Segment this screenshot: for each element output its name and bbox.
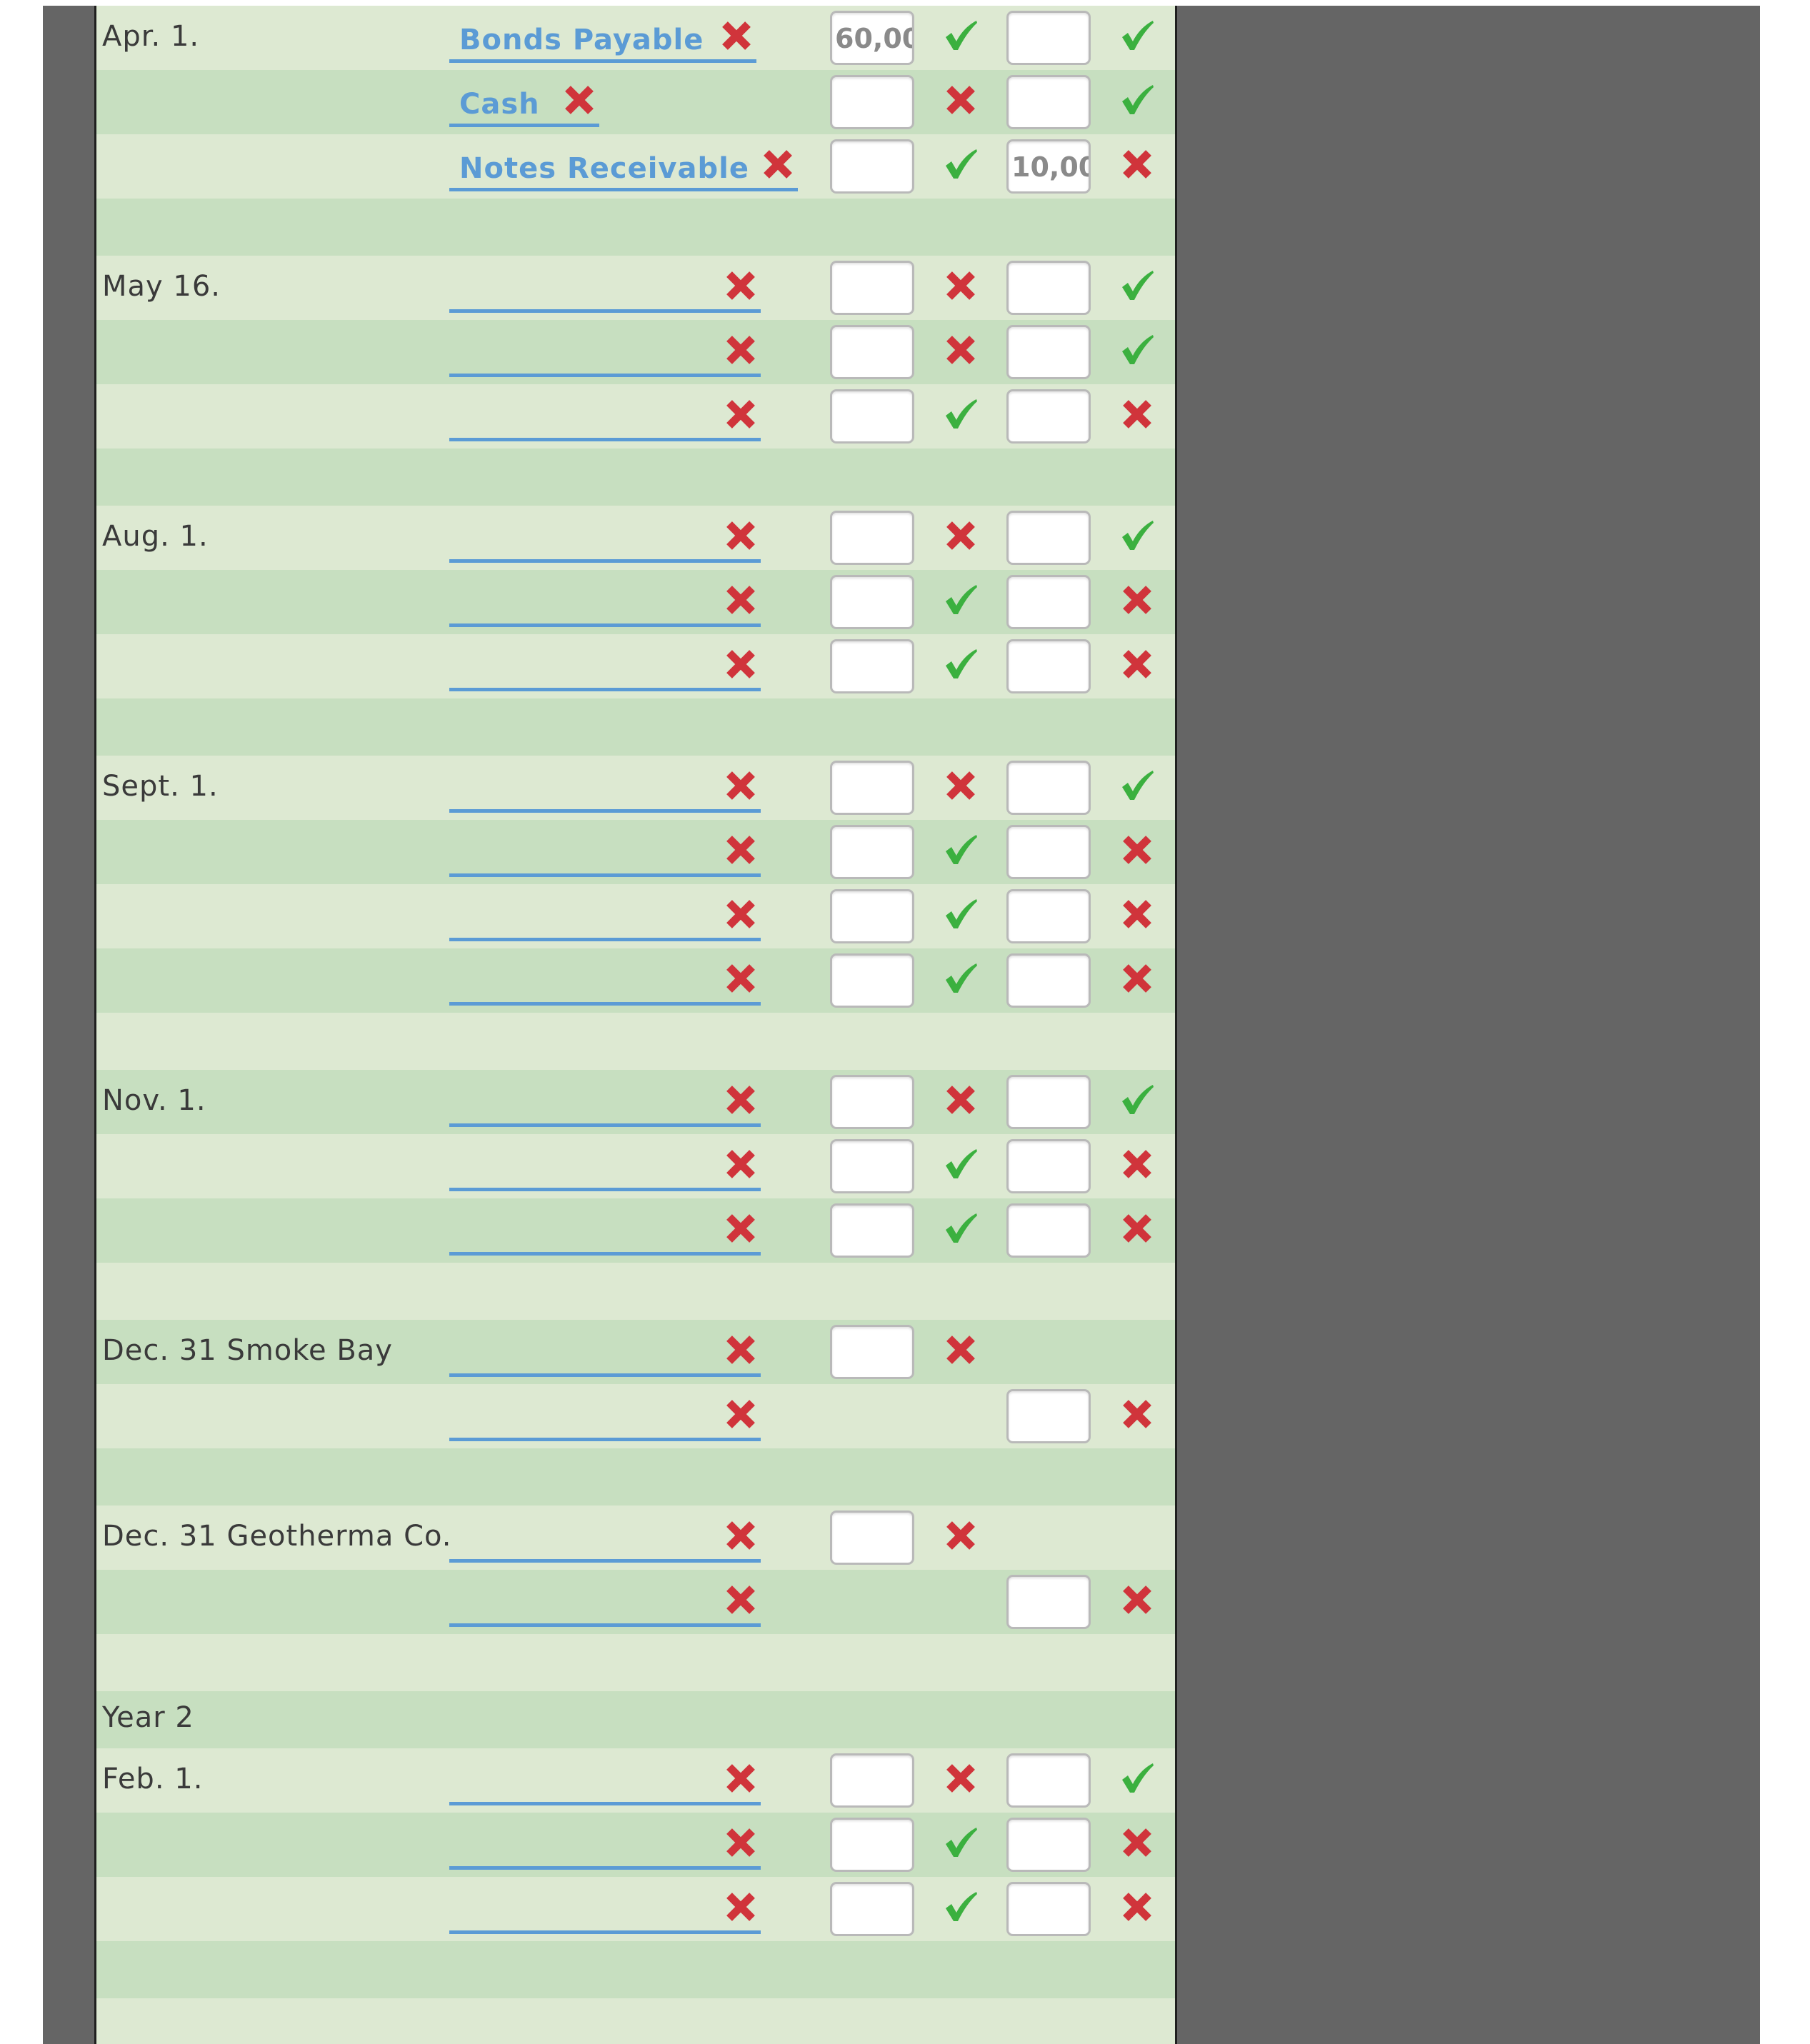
debit-input[interactable]	[830, 139, 914, 194]
account-name: Bonds Payable	[459, 24, 704, 56]
account-incorrect-x-icon	[724, 1147, 758, 1181]
journal-line-row	[96, 1198, 1175, 1263]
account-incorrect-x-icon	[724, 647, 758, 681]
journal-line-row	[96, 820, 1175, 884]
account-incorrect-x-icon	[724, 269, 758, 303]
debit-input[interactable]	[830, 389, 914, 444]
debit-correct-check-icon	[944, 1890, 978, 1924]
account-select[interactable]	[449, 634, 761, 691]
spacer-row	[96, 1263, 1175, 1320]
credit-input[interactable]	[1006, 825, 1091, 879]
journal-line-row	[96, 884, 1175, 948]
account-incorrect-x-icon	[724, 768, 758, 803]
account-select[interactable]	[449, 1320, 761, 1377]
section-heading: Year 2	[102, 1701, 194, 1734]
credit-correct-check-icon	[1120, 518, 1154, 553]
spacer-row	[96, 1013, 1175, 1070]
journal-line-row	[96, 506, 1175, 570]
credit-correct-check-icon	[1120, 768, 1154, 803]
credit-correct-check-icon	[1120, 19, 1154, 53]
journal-line-row	[96, 1506, 1175, 1570]
debit-input[interactable]	[830, 1325, 914, 1379]
journal-line-row	[96, 570, 1175, 634]
account-select[interactable]	[449, 6, 756, 63]
credit-input[interactable]	[1006, 325, 1091, 379]
account-select[interactable]	[449, 948, 761, 1006]
account-select[interactable]	[449, 570, 761, 627]
entry-date: Dec. 31 Smoke Bay	[102, 1334, 393, 1367]
account-select[interactable]	[449, 1070, 761, 1127]
credit-input[interactable]	[1006, 1575, 1091, 1629]
spacer-row	[96, 1634, 1175, 1691]
credit-incorrect-x-icon	[1120, 1211, 1154, 1246]
debit-input[interactable]	[830, 1139, 914, 1193]
debit-incorrect-x-icon	[944, 83, 978, 117]
spacer-row	[96, 1448, 1175, 1506]
journal-line-row	[96, 1570, 1175, 1634]
debit-correct-check-icon	[944, 147, 978, 181]
credit-incorrect-x-icon	[1120, 961, 1154, 996]
debit-input[interactable]	[830, 825, 914, 879]
spacer-row	[96, 1998, 1175, 2044]
journal-line-row	[96, 1134, 1175, 1198]
credit-correct-check-icon	[1120, 269, 1154, 303]
journal-line-row	[96, 948, 1175, 1013]
account-incorrect-x-icon	[719, 19, 754, 53]
debit-incorrect-x-icon	[944, 269, 978, 303]
account-select[interactable]	[449, 820, 761, 877]
spacer-row	[96, 1941, 1175, 1998]
account-incorrect-x-icon	[724, 1761, 758, 1795]
account-incorrect-x-icon	[724, 1333, 758, 1367]
journal-entry-table	[94, 6, 1177, 2044]
credit-input[interactable]	[1006, 761, 1091, 815]
journal-line-row	[96, 634, 1175, 698]
debit-input[interactable]	[830, 75, 914, 129]
account-select[interactable]	[449, 1570, 761, 1627]
journal-line-row	[96, 6, 1175, 70]
spacer-row	[96, 199, 1175, 256]
account-select[interactable]	[449, 1813, 761, 1870]
credit-input[interactable]	[1006, 1818, 1091, 1872]
account-incorrect-x-icon	[724, 961, 758, 996]
account-incorrect-x-icon	[724, 518, 758, 553]
credit-incorrect-x-icon	[1120, 897, 1154, 931]
credit-input[interactable]	[1006, 1203, 1091, 1258]
account-select[interactable]	[449, 884, 761, 941]
credit-input[interactable]	[1006, 75, 1091, 129]
account-select[interactable]	[449, 1748, 761, 1805]
debit-incorrect-x-icon	[944, 333, 978, 367]
debit-correct-check-icon	[944, 1211, 978, 1246]
credit-input[interactable]	[1006, 1139, 1091, 1193]
credit-incorrect-x-icon	[1120, 1583, 1154, 1617]
entry-date: Feb. 1.	[102, 1763, 204, 1795]
account-incorrect-x-icon	[724, 833, 758, 867]
debit-incorrect-x-icon	[944, 1083, 978, 1117]
credit-input[interactable]	[1006, 511, 1091, 565]
credit-input[interactable]	[1006, 11, 1091, 65]
credit-input[interactable]	[1006, 889, 1091, 943]
credit-input[interactable]	[1006, 953, 1091, 1008]
journal-line-row	[96, 1748, 1175, 1813]
debit-input[interactable]	[830, 325, 914, 379]
entry-date: Nov. 1.	[102, 1084, 206, 1117]
debit-correct-check-icon	[944, 647, 978, 681]
credit-correct-check-icon	[1120, 1761, 1154, 1795]
account-incorrect-x-icon	[724, 1211, 758, 1246]
account-select[interactable]	[449, 320, 761, 377]
entry-date: May 16.	[102, 270, 221, 303]
account-incorrect-x-icon	[724, 333, 758, 367]
account-incorrect-x-icon	[724, 583, 758, 617]
debit-input[interactable]	[830, 1818, 914, 1872]
account-select[interactable]	[449, 256, 761, 313]
entry-date: Apr. 1.	[102, 20, 200, 53]
account-select[interactable]	[449, 1134, 761, 1191]
debit-input[interactable]	[830, 639, 914, 693]
credit-correct-check-icon	[1120, 333, 1154, 367]
account-incorrect-x-icon	[761, 147, 795, 181]
debit-incorrect-x-icon	[944, 768, 978, 803]
debit-correct-check-icon	[944, 833, 978, 867]
entry-date: Dec. 31 Geotherma Co.	[102, 1520, 452, 1553]
credit-incorrect-x-icon	[1120, 647, 1154, 681]
debit-input[interactable]	[830, 889, 914, 943]
debit-input[interactable]	[830, 11, 914, 65]
spacer-row	[96, 698, 1175, 756]
debit-input[interactable]	[830, 1753, 914, 1808]
account-incorrect-x-icon	[724, 397, 758, 431]
debit-incorrect-x-icon	[944, 1761, 978, 1795]
debit-correct-check-icon	[944, 897, 978, 931]
debit-incorrect-x-icon	[944, 518, 978, 553]
account-incorrect-x-icon	[724, 1890, 758, 1924]
debit-correct-check-icon	[944, 1825, 978, 1860]
account-incorrect-x-icon	[724, 1083, 758, 1117]
credit-incorrect-x-icon	[1120, 583, 1154, 617]
debit-correct-check-icon	[944, 1147, 978, 1181]
journal-line-row	[96, 256, 1175, 320]
debit-incorrect-x-icon	[944, 1333, 978, 1367]
journal-line-row	[96, 756, 1175, 820]
account-select[interactable]	[449, 756, 761, 813]
journal-line-row	[96, 384, 1175, 449]
credit-incorrect-x-icon	[1120, 397, 1154, 431]
credit-input[interactable]	[1006, 575, 1091, 629]
debit-correct-check-icon	[944, 19, 978, 53]
debit-correct-check-icon	[944, 397, 978, 431]
account-select[interactable]	[449, 1506, 761, 1563]
account-name: Cash	[459, 88, 540, 121]
credit-incorrect-x-icon	[1120, 147, 1154, 181]
account-select[interactable]	[449, 384, 761, 441]
credit-input[interactable]	[1006, 261, 1091, 315]
credit-correct-check-icon	[1120, 1083, 1154, 1117]
journal-line-row	[96, 1070, 1175, 1134]
section-heading-row	[96, 1691, 1175, 1748]
debit-input[interactable]	[830, 511, 914, 565]
debit-correct-check-icon	[944, 583, 978, 617]
debit-input[interactable]	[830, 1882, 914, 1936]
credit-input[interactable]	[1006, 639, 1091, 693]
account-select[interactable]	[449, 506, 761, 563]
credit-input[interactable]	[1006, 139, 1091, 194]
journal-line-row	[96, 1384, 1175, 1448]
debit-input[interactable]	[830, 761, 914, 815]
journal-line-row	[96, 70, 1175, 134]
account-incorrect-x-icon	[562, 83, 596, 117]
account-select[interactable]	[449, 1877, 761, 1934]
account-select[interactable]	[449, 134, 798, 191]
credit-input[interactable]	[1006, 1753, 1091, 1808]
account-incorrect-x-icon	[724, 1397, 758, 1431]
credit-input[interactable]	[1006, 1389, 1091, 1443]
credit-incorrect-x-icon	[1120, 1825, 1154, 1860]
entry-date: Sept. 1.	[102, 770, 219, 803]
spacer-row	[96, 449, 1175, 506]
debit-input[interactable]	[830, 1203, 914, 1258]
account-name: Notes Receivable	[459, 152, 749, 185]
credit-correct-check-icon	[1120, 83, 1154, 117]
account-incorrect-x-icon	[724, 897, 758, 931]
account-incorrect-x-icon	[724, 1825, 758, 1860]
credit-input[interactable]	[1006, 1882, 1091, 1936]
journal-line-row	[96, 1320, 1175, 1384]
journal-line-row	[96, 1877, 1175, 1941]
credit-incorrect-x-icon	[1120, 833, 1154, 867]
account-select[interactable]	[449, 1198, 761, 1256]
debit-input[interactable]	[830, 575, 914, 629]
credit-input[interactable]	[1006, 389, 1091, 444]
credit-incorrect-x-icon	[1120, 1890, 1154, 1924]
debit-input[interactable]	[830, 1511, 914, 1565]
debit-input[interactable]	[830, 953, 914, 1008]
account-incorrect-x-icon	[724, 1583, 758, 1617]
credit-incorrect-x-icon	[1120, 1397, 1154, 1431]
debit-correct-check-icon	[944, 961, 978, 996]
journal-line-row	[96, 1813, 1175, 1877]
credit-input[interactable]	[1006, 1075, 1091, 1129]
debit-input[interactable]	[830, 261, 914, 315]
debit-incorrect-x-icon	[944, 1518, 978, 1553]
credit-incorrect-x-icon	[1120, 1147, 1154, 1181]
journal-line-row	[96, 134, 1175, 199]
debit-input[interactable]	[830, 1075, 914, 1129]
account-incorrect-x-icon	[724, 1518, 758, 1553]
journal-line-row	[96, 320, 1175, 384]
account-select[interactable]	[449, 1384, 761, 1441]
entry-date: Aug. 1.	[102, 520, 209, 553]
